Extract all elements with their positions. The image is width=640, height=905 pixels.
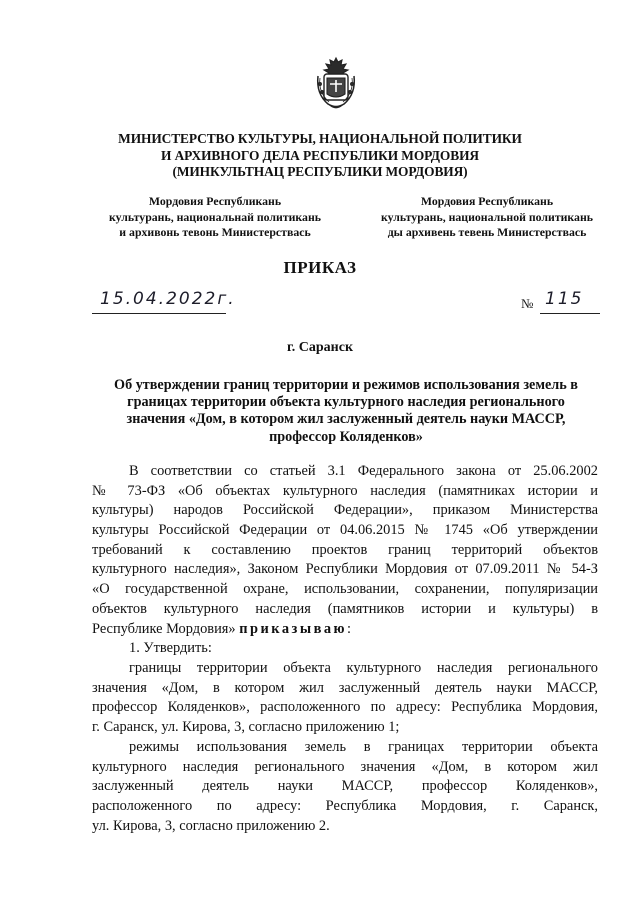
document-title xyxy=(94,377,598,446)
document-date: 15.04.2022г. xyxy=(100,289,236,309)
paragraph-line: ул. Кирова, 3, согласно приложению 2. xyxy=(92,817,330,834)
paragraph-line: профессор Коляденков», расположенного по адресу: Республика Мордовия, xyxy=(92,699,598,716)
paragraph-text: : xyxy=(347,620,352,637)
ministry-name-moksha xyxy=(86,194,344,241)
paragraph-line: № 73-ФЗ «Об объектах культурного наследия (памятниках истории и xyxy=(92,482,598,499)
document-city: г. Саранск xyxy=(286,340,354,355)
moksha-line: Мордовия Республикань xyxy=(148,194,282,208)
order-word: приказываю xyxy=(239,620,348,637)
paragraph-text: Республике Мордовия» xyxy=(92,620,236,637)
preamble-paragraph xyxy=(92,462,598,639)
ministry-header xyxy=(100,131,540,181)
erzya-line: ды архивень тевень Министерствась xyxy=(387,225,587,239)
paragraph-line: культурного наследия регионального значения «Дом, в котором жил xyxy=(92,758,598,775)
paragraph-line: культуры) народов Российской Федерации», приказом Министерства xyxy=(92,502,598,519)
title-line: границах территории объекта культурного наследия регионального xyxy=(127,394,565,411)
title-line: значения «Дом, в котором жил заслуженный деятель науки МАССР, xyxy=(126,411,566,428)
ministry-name-erzya xyxy=(356,194,618,241)
document-date-field xyxy=(92,289,236,314)
paragraph-line: границы территории объекта культурного наследия регионального xyxy=(129,660,598,676)
land-use-regimes-paragraph xyxy=(92,738,598,836)
document-number-field xyxy=(540,289,600,314)
paragraph-line xyxy=(92,620,598,640)
title-line: Об утверждении границ территории и режимов использования земель в xyxy=(114,377,578,393)
number-sign: № xyxy=(521,296,534,311)
paragraph-line: расположенного по адресу: Республика Мордовия, г. Саранск, xyxy=(92,798,598,815)
paragraph-line: режимы использования земель в границах территории объекта xyxy=(129,739,598,755)
paragraph-line: культурного наследия», Законом Республики Мордовия от 07.09.2011 № 54-З xyxy=(92,561,598,578)
moksha-line: культурань, национальнай политикань xyxy=(109,209,321,224)
boundaries-paragraph xyxy=(92,659,598,738)
ministry-name-line: И АРХИВНОГО ДЕЛА РЕСПУБЛИКИ МОРДОВИЯ xyxy=(161,147,479,163)
erzya-line: Мордовия Республикань xyxy=(420,194,554,208)
paragraph-line: заслуженный деятель науки МАССР, профессор Коляденков», xyxy=(92,778,598,795)
moksha-line: и архивонь тевонь Министерствась xyxy=(119,225,311,239)
ministry-name-line: МИНИСТЕРСТВО КУЛЬТУРЫ, НАЦИОНАЛЬНОЙ ПОЛИТИКИ xyxy=(118,131,522,146)
paragraph-line: требований к составлению проектов границ территорий объектов xyxy=(92,541,598,558)
document-number: 115 xyxy=(545,289,584,309)
title-line: профессор Коляденков» xyxy=(269,428,423,445)
item-heading: 1. Утвердить: xyxy=(129,640,212,656)
erzya-line: культурань, национальной политикань xyxy=(381,209,593,224)
paragraph-line: В соответствии со статьей 3.1 Федерального закона от 25.06.2002 xyxy=(129,463,598,479)
paragraph-line: «О государственной охране, использовании, сохранении, популяризации xyxy=(92,581,598,598)
coat-of-arms-emblem xyxy=(312,54,360,112)
paragraph-line: значения «Дом, в котором жил заслуженный деятель науки МАССР, xyxy=(92,679,598,696)
item-1 xyxy=(92,639,598,659)
paragraph-line: культуры Российской Федерации от 04.06.2015 № 1745 «Об утверждении xyxy=(92,522,598,539)
paragraph-line: г. Саранск, ул. Кирова, 3, согласно приложению 1; xyxy=(92,719,400,736)
paragraph-line: объектов культурного наследия (памятников истории и культуры) в xyxy=(92,600,598,617)
ministry-short-name: (МИНКУЛЬТНАЦ РЕСПУБЛИКИ МОРДОВИЯ) xyxy=(172,164,468,179)
document-type: ПРИКАЗ xyxy=(283,258,357,277)
